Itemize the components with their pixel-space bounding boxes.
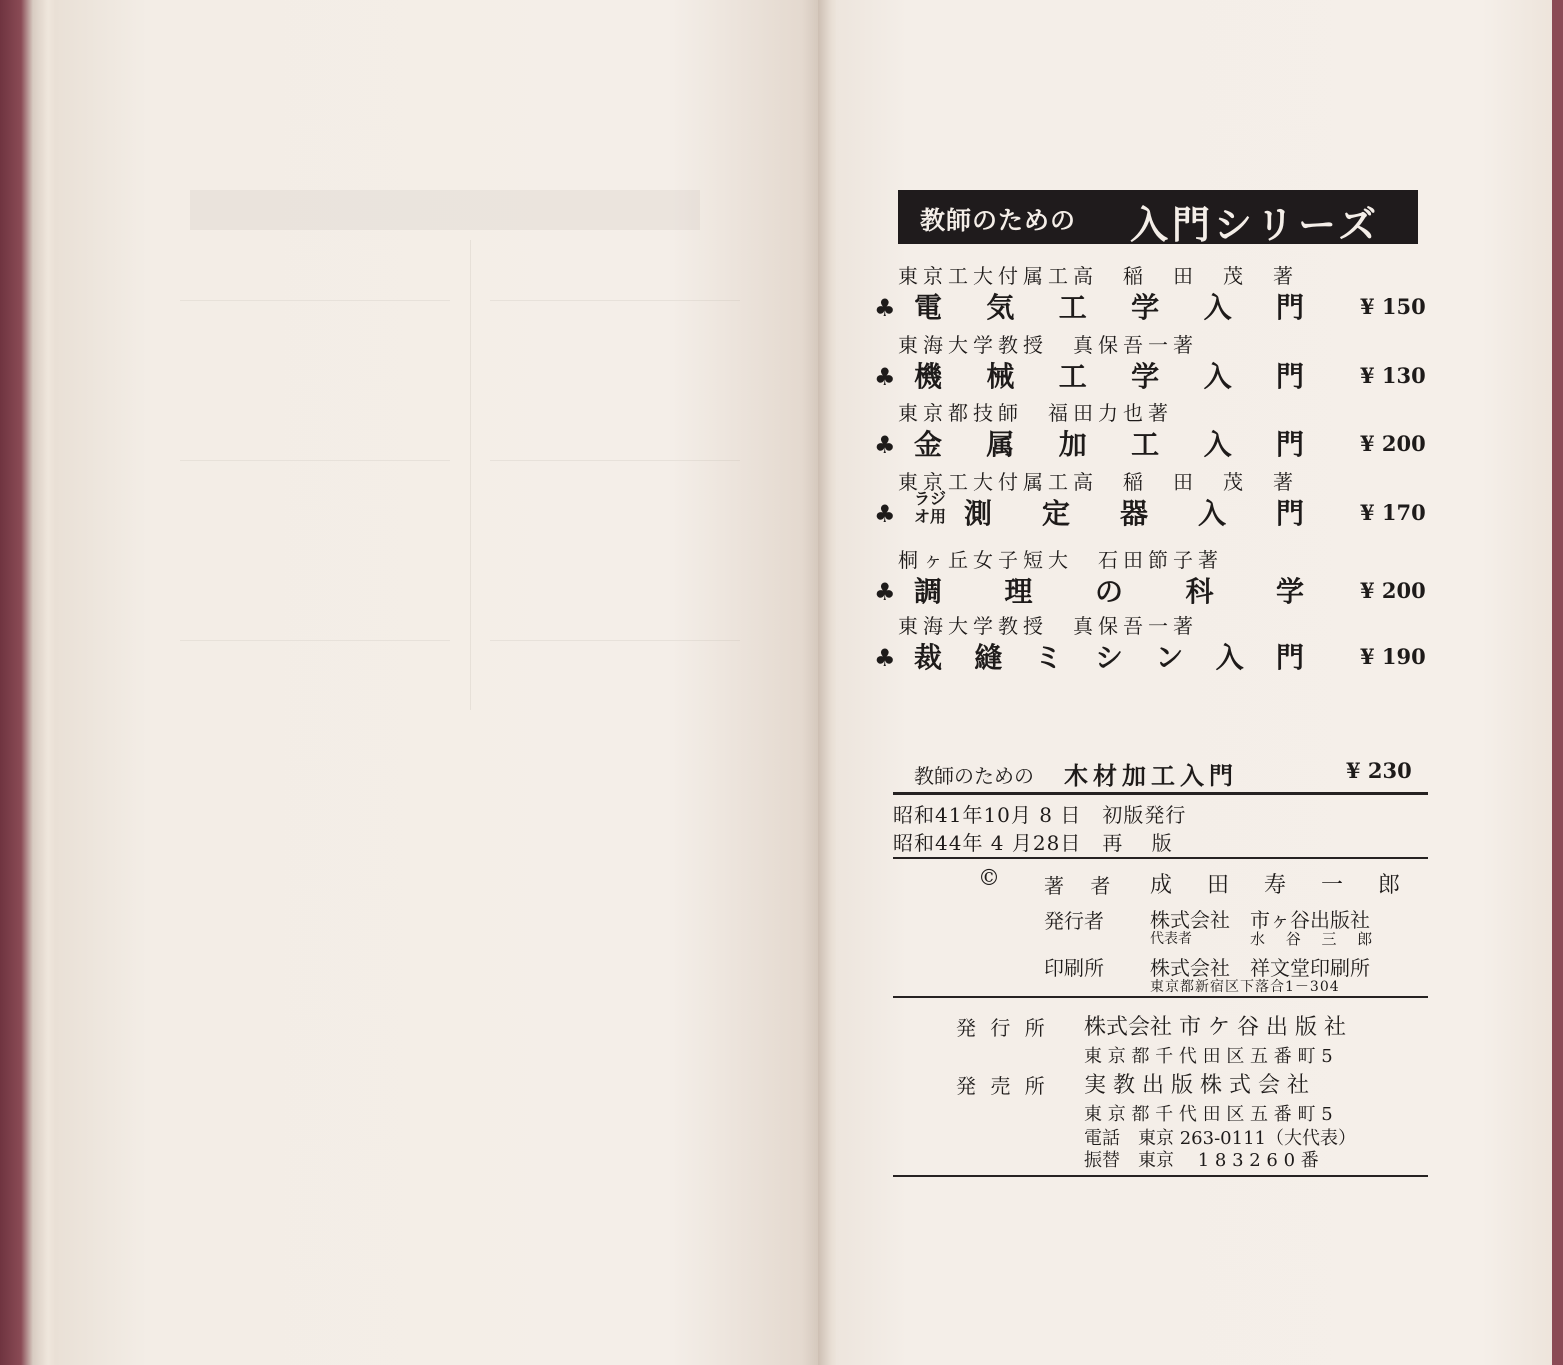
book-price: ¥ 200 <box>1360 578 1426 603</box>
book-entry-5 <box>870 544 1450 612</box>
book-page-stack-edge <box>0 0 60 1365</box>
club-icon: ♣ <box>874 363 896 391</box>
book-entry-2 <box>870 329 1450 397</box>
author-name: 成 田 寿 一 郎 <box>1150 873 1414 898</box>
club-icon: ♣ <box>874 578 896 606</box>
series-banner-title: 入門シリーズ <box>1130 203 1381 247</box>
issuer-company: 株式会社 市 ケ 谷 出 版 社 <box>1084 1015 1346 1040</box>
divider-rule <box>893 996 1428 998</box>
second-edition-date: 昭和44年 4 月28日 再 版 <box>893 831 1173 855</box>
book-author: 東京工大付属工高 稲 田 茂 著 <box>898 264 1298 288</box>
author-label: 著 者 <box>1044 874 1121 898</box>
divider-rule <box>893 857 1428 859</box>
book-price: ¥ 190 <box>1360 644 1426 669</box>
this-book-title-line <box>914 756 1424 790</box>
publisher-rep-name: 水 谷 三 郎 <box>1250 930 1381 948</box>
this-book-price: ¥ 230 <box>1346 758 1412 783</box>
club-icon: ♣ <box>874 644 896 672</box>
issuer-address: 東 京 都 千 代 田 区 五 番 町 5 <box>1084 1046 1333 1067</box>
book-entry-3 <box>870 397 1450 465</box>
printer-company: 株式会社 祥文堂印刷所 <box>1150 956 1370 980</box>
show-through-line <box>490 300 740 301</box>
seller-label: 発 売 所 <box>956 1074 1049 1098</box>
book-author: 東海大学教授 真保吾一著 <box>898 614 1198 638</box>
seller-phone: 電話 東京 263-0111（大代表） <box>1084 1128 1356 1149</box>
book-title: 電 気 工 学 入 門 <box>914 291 1304 324</box>
book-title: 機 械 工 学 入 門 <box>914 360 1304 393</box>
book-price: ¥ 200 <box>1360 431 1426 456</box>
book-title: 測 定 器 入 門 <box>964 497 1304 530</box>
divider-rule <box>893 1175 1428 1177</box>
first-edition-date: 昭和41年10月 8 日 初版発行 <box>893 803 1187 827</box>
issuer-label: 発 行 所 <box>956 1016 1049 1040</box>
book-cover-edge <box>1552 0 1563 1365</box>
book-price: ¥ 170 <box>1360 500 1426 525</box>
book-title: 調 理 の 科 学 <box>914 575 1304 608</box>
show-through-line <box>180 640 450 641</box>
book-price: ¥ 130 <box>1360 363 1426 388</box>
book-title-prefix: ラジオ用 <box>914 489 947 526</box>
show-through-line <box>490 640 740 641</box>
book-entry-4 <box>870 466 1450 534</box>
this-book-series: 教師のための <box>914 764 1034 788</box>
seller-transfer-account: 振替 東京 1 8 3 2 6 0 番 <box>1084 1150 1319 1171</box>
printer-label: 印刷所 <box>1044 956 1104 980</box>
club-icon: ♣ <box>874 500 896 528</box>
this-book-title: 木材加工入門 <box>1064 762 1238 790</box>
seller-address: 東 京 都 千 代 田 区 五 番 町 5 <box>1084 1104 1333 1125</box>
show-through-line <box>490 460 740 461</box>
book-title: 金 属 加 工 入 門 <box>914 428 1304 461</box>
copyright-mark: © <box>978 866 1000 891</box>
book-title: 裁 縫 ミ シ ン 入 門 <box>914 641 1304 674</box>
book-price: ¥ 150 <box>1360 294 1426 319</box>
book-author: 東京工大付属工高 稲 田 茂 著 <box>898 470 1298 494</box>
publisher-company: 株式会社 市ヶ谷出版社 <box>1150 908 1370 932</box>
book-entry-1 <box>870 260 1450 328</box>
club-icon: ♣ <box>874 431 896 459</box>
show-through-column-rule <box>470 240 471 710</box>
publisher-label: 発行者 <box>1044 909 1104 933</box>
book-entry-6 <box>870 610 1450 678</box>
series-banner-subtitle: 教師のための <box>920 206 1077 235</box>
divider-rule <box>893 792 1428 795</box>
book-author: 桐ヶ丘女子短大 石田節子著 <box>898 548 1223 572</box>
publisher-rep-label: 代表者 <box>1150 931 1192 947</box>
book-author: 東海大学教授 真保吾一著 <box>898 333 1198 357</box>
series-banner <box>898 190 1418 247</box>
printer-address: 東京都新宿区下落合1－304 <box>1150 979 1340 995</box>
seller-company: 実 教 出 版 株 式 会 社 <box>1084 1073 1309 1098</box>
show-through-line <box>180 460 450 461</box>
club-icon: ♣ <box>874 294 896 322</box>
book-author: 東京都技師 福田力也著 <box>898 401 1173 425</box>
show-through-banner <box>190 190 700 230</box>
show-through-line <box>180 300 450 301</box>
